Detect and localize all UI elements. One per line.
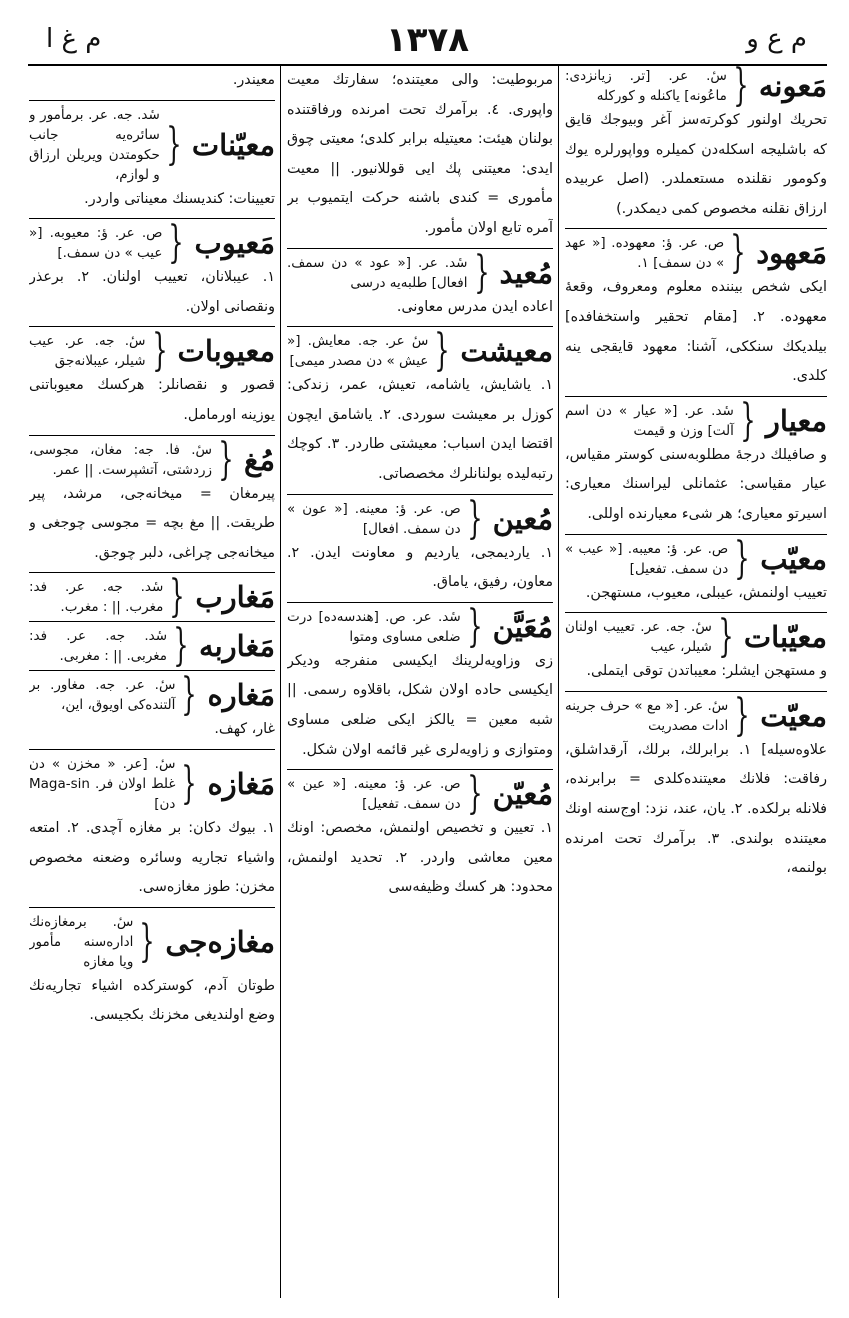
entry-definition: مربوطیت: والی معیتنده؛ سفارتك معیت واپوری. ٤. برآمرك تحت امرنده ورفاقتنده بولنان هیئت: معیتیله برابر کلدی؛ معیتی چوق ایدی: معیتنی پك ایی قوللانیور. || معیت مأموری = کندی باشنه حرکت ایتمیوب بر آمره تابع اولان مأمور. (287, 72, 553, 236)
entry-definition: ١. یاشایش، یاشامه، تعیش، عمر، زندکی: کوزل بر معیشت سوردی. ٢. یاشامق ایچون اقتضا ایدن اسباب: معیشتی طاردر. ٣. کوچك رتبه‌لیده بولنانلرك مخصصاتی. (287, 377, 553, 482)
brace-icon: { (168, 217, 185, 269)
brace-icon: { (466, 492, 483, 544)
column-left (29, 66, 275, 1298)
brace-icon: { (434, 325, 451, 377)
entry-headword: مُعیّن (492, 777, 553, 812)
entry-definition: علاوه‌سیله] ١. برابرلك، برلك، آرقداشلق، رفاقت: فلانك معیتنده‌کلدی = برابرنده، فلانله برلکده. ٢. یان، عند، نزد: اوج‌سنه اونك معیتنده بولندی. ٣. برآمرك تحت امرنده بولنمه، (565, 741, 827, 877)
entry-headword: مُعین (492, 501, 553, 536)
entry-grammar: سٔد. جه. عر. فد: مغربی. || : مغربی. (29, 628, 168, 665)
dictionary-entry (287, 326, 553, 489)
dictionary-entry (565, 534, 827, 609)
brace-icon: { (166, 118, 182, 170)
entry-definition: ١. عیبلانان، تعییب اولنان. ٢. برعذر ونقصانی اولان. (29, 269, 275, 315)
dictionary-entry (565, 612, 827, 687)
entry-headword: معیّبات (743, 620, 827, 655)
brace-icon: { (730, 227, 746, 279)
column-rule-left (280, 66, 281, 1298)
entry-headword: معیّنات (191, 127, 275, 162)
brace-icon: { (181, 757, 198, 809)
entry-grammar: سٔ. جه. عر. تعییب اولنان شیلر، عیب (565, 619, 712, 656)
entry-definition: غار، کهف. (214, 721, 275, 738)
entry-grammar: ص. عر. ؤ: معهوده. [« عهد » دن سمف] ١. (565, 235, 725, 272)
entry-grammar: سٔ. فا. جه: مغان، مجوسی، زردشتی، آتشپرست. || عمر. (29, 441, 213, 478)
brace-icon: { (734, 532, 750, 584)
header-right-letters: م ع و (746, 24, 807, 54)
entry-definition: تعییب اولنمش، عیبلی، معیوب، مستهجن. (585, 584, 827, 601)
entry-headword: مغازه‌جی (165, 924, 275, 959)
entry-grammar: ص. عر. ؤ: معیوبه. [« عیب » دن سمف.] (29, 225, 163, 262)
entry-definition: تعیینات: کندیسنك معیناتی واردر. (84, 190, 275, 207)
column-middle (287, 66, 553, 1298)
entry-grammar: ص. عر. ؤ: معیبه. [« عیب » دن سمف. تفعیل] (565, 540, 729, 577)
entry-headword: مَعونه (758, 69, 827, 103)
brace-icon: { (151, 325, 168, 377)
entry-headword: مَعهود (756, 236, 827, 271)
brace-icon: { (473, 246, 490, 298)
entry-definition: معیندر. (232, 72, 275, 88)
dictionary-entry (565, 66, 827, 224)
entry-definition: طوتان آدم، کوسترکده اشیاء تجاریه‌نك وضع اولندیغی مخزنك بکجیسی. (29, 977, 275, 1024)
entry-headword: مُعَیَّن (492, 609, 553, 644)
brace-icon: { (734, 689, 750, 741)
dictionary-entry (29, 670, 275, 745)
dictionary-entry (29, 218, 275, 322)
entry-definition: ایکی شخص بیننده معلوم ومعروف، وقعۀ معهوده. ٢. [مقام تحقیر واستخفافده] بیلدیکك سنککی، آشنا: معهود قایقجی ینه کلدی. (565, 279, 827, 385)
brace-icon: { (740, 394, 756, 446)
entry-definition: ١. تعیین و تخصیص اولنمش، مخصص: اونك معین معاشی واردر. ٢. تحدید اولنمش، محدود: هر کسك وظیفه‌سی (287, 820, 553, 896)
dictionary-entry (29, 326, 275, 430)
entry-headword: معیّب (760, 541, 827, 576)
entry-grammar: ص. عر. ؤ: معینه. [« عون » دن سمف. افعال] (287, 500, 461, 537)
entry-definition: پیرمغان = میخانه‌جی، مرشد، پیر طریقت. || مغ بچه = مجوسی چوجغی و میخانه‌جی چراغی، دلبر چوجق. (29, 485, 275, 561)
entry-headword: معیوبات (177, 334, 275, 369)
header-left-letters: م غ ا (46, 24, 102, 54)
brace-icon: { (466, 600, 483, 652)
dictionary-entry (565, 228, 827, 391)
dictionary-entry (29, 620, 275, 672)
entry-grammar: سٔ. عر. [« مع » حرف جرینه ادات مصدریت (565, 697, 729, 734)
entry-headword: معیّت (760, 698, 827, 733)
entry-grammar: سٔ. برمغازه‌نك اداره‌سنه مأمور ویا مغازه (29, 913, 134, 970)
entry-definition: ١. بیوك دکان: بر مغازه آچدی. ٢. امتعه واشیاء تجاریه وسائره وضعنه مخصوص مخزن: طوز مغازه‌سی. (29, 819, 275, 896)
dictionary-entry (287, 248, 553, 323)
entry-grammar: سٔد. جه. عر. فد: مغرب. || : مغرب. (29, 579, 164, 616)
page-body (28, 66, 827, 1298)
entry-definition: تحریك اولنور کوکرته‌سز آغر وبیوجك قایق که باشلیجه اسکله‌دن کمیلره وواپورلره یوك وکومور نقلنده مستعملدر. (اصل عربیده ارزاق نقلنه مخصوص کمی دیمکدر.) (565, 112, 827, 217)
dictionary-entry (29, 100, 275, 215)
brace-icon: { (466, 768, 483, 820)
brace-icon: { (181, 669, 198, 721)
entry-headword: معیشت (460, 334, 553, 369)
dictionary-entry (565, 691, 827, 884)
entry-grammar: سٔ. جه. عر. عیب شیلر، عیبلانه‌جق (29, 333, 146, 370)
entry-grammar: سٔ. عر. [تر. زیانزدی: ماعُونه] یاکنله و کورکله (565, 68, 727, 104)
column-right (565, 66, 827, 1298)
entry-grammar: سٔ. [عر. « مخزن » دن غلط اولان فر. Maga-sin دن] (29, 755, 176, 812)
entry-grammar: سٔ عر. جه. معایش. [« عیش » دن مصدر میمی] (287, 333, 429, 370)
dictionary-entry (287, 769, 553, 903)
entry-headword: مَغاره (207, 678, 275, 713)
entry-grammar: سٔد. عر. [« عیار » دن اسم آلت] وزن و قیمت (565, 402, 734, 439)
brace-icon: { (733, 66, 749, 111)
dictionary-entry (287, 602, 553, 765)
dictionary-entry (29, 435, 275, 569)
dictionary-entry-continued (287, 66, 553, 244)
brace-icon: { (718, 611, 734, 663)
brace-icon: { (218, 433, 234, 485)
dictionary-entry (29, 749, 275, 903)
entry-definition: زی وزاویه‌لرینك ایکیسی منفرجه ودیکر ایکیسی حاده اولان شکل، باقلاوه رسمی. || شبه معین = یالکز ایکی ضلعی مساوی ومتوازی و زاویه‌لری غیر قائمه اولان شکل. (287, 652, 553, 758)
entry-headword: معیار (765, 403, 827, 438)
entry-headword: مَغاربه (199, 629, 275, 664)
brace-icon: { (173, 620, 189, 672)
brace-icon: { (139, 915, 156, 967)
dictionary-entry (29, 571, 275, 623)
entry-headword: مَعیوب (194, 226, 275, 261)
page-number: ١٣٧٨ (385, 20, 469, 60)
entry-grammar: ص. عر. ؤ: معینه. [« عین » دن سمف. تفعیل] (287, 776, 461, 813)
entry-headword: مُعید (499, 255, 553, 290)
entry-grammar: سٔد. عر. ص. [هندسه‌ده] درت ضلعی مساوی ومتوا (287, 608, 461, 645)
entry-headword: مَغازه (207, 766, 275, 801)
dictionary-entry (29, 907, 275, 1031)
entry-grammar: سٔد. عر. [« عود » دن سمف. افعال] طلبه‌یه درسی (287, 254, 468, 291)
entry-grammar: سٔ. عر. جه. مغاور. بر آلتنده‌کی اویوق، این، (29, 677, 176, 714)
entry-definition: اعاده ایدن مدرس معاونی. (396, 298, 553, 315)
dictionary-entry (287, 494, 553, 598)
entry-grammar: سٔد. جه. عر. برمأمور و سائره‌یه جانب حکومتدن ویریلن ارزاق و لوازم، (29, 106, 160, 183)
dictionary-entry-continued (29, 66, 275, 96)
entry-definition: و مستهجن ایشلر: معیباتدن توقی ایتملی. (586, 663, 827, 680)
entry-headword: مُغ (244, 442, 275, 477)
column-rule-right (558, 66, 559, 1298)
brace-icon: { (169, 571, 186, 623)
dictionary-entry (565, 396, 827, 530)
entry-definition: ١. یاردیمجی، یاردیم و معاونت ایدن. ٢. معاون، رفیق، یاماق. (287, 544, 553, 591)
entry-definition: و صافیلك درجۀ مطلوبه‌سنی کوستر مقیاس، عیار مقیاسی: عثمانلی لیراسنك معیاری: اسیرتو معیاری؛ هر شیء معیارنده اوللی. (565, 446, 827, 522)
page-header (28, 22, 827, 66)
entry-definition: قصور و نقصانلر: هرکسك معیوباتنی یوزینه اورمامل. (29, 377, 275, 423)
entry-headword: مَغارب (195, 580, 275, 615)
